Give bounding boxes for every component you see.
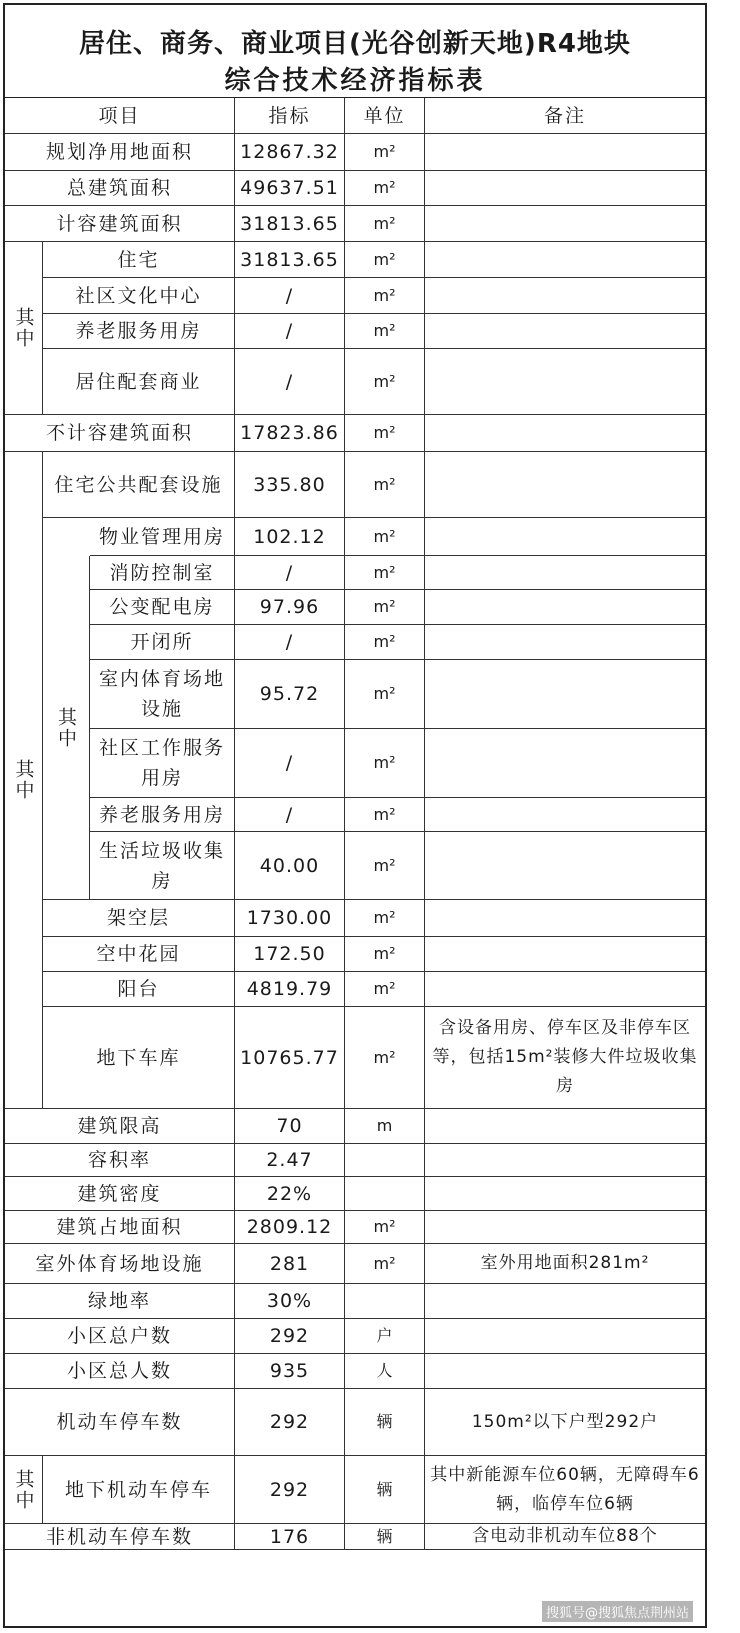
- row-unit-17: m²: [345, 832, 425, 900]
- row-value-17: 40.00: [235, 832, 345, 900]
- row-item-19: 空中花园: [43, 937, 235, 972]
- row-note-32: 含电动非机动车位88个: [425, 1524, 705, 1550]
- row-unit-25: m²: [345, 1211, 425, 1244]
- row-note-7: [425, 349, 705, 415]
- row-note-28: [425, 1319, 705, 1354]
- row-value-29: 935: [235, 1354, 345, 1389]
- row-value-25: 2809.12: [235, 1211, 345, 1244]
- row-value-1: 12867.32: [235, 134, 345, 171]
- row-note-19: [425, 937, 705, 972]
- row-item-15: 社区工作服务用房: [90, 729, 235, 798]
- row-note-29: [425, 1354, 705, 1389]
- row-value-18: 1730.00: [235, 900, 345, 937]
- row-unit-32: 辆: [345, 1524, 425, 1550]
- row-value-8: 17823.86: [235, 415, 345, 452]
- group-label-jirong: 其中: [5, 242, 43, 415]
- row-unit-30: 辆: [345, 1389, 425, 1456]
- row-unit-16: m²: [345, 798, 425, 832]
- row-note-13: [425, 625, 705, 660]
- row-unit-12: m²: [345, 590, 425, 625]
- row-note-12: [425, 590, 705, 625]
- row-unit-26: m²: [345, 1244, 425, 1284]
- row-note-16: [425, 798, 705, 832]
- row-note-1: [425, 134, 705, 171]
- row-value-6: /: [235, 314, 345, 349]
- row-item-22: 建筑限高: [5, 1109, 235, 1144]
- row-value-12: 97.96: [235, 590, 345, 625]
- row-unit-24: [345, 1177, 425, 1211]
- header-value: 指标: [235, 98, 345, 134]
- row-note-17: [425, 832, 705, 900]
- row-note-9: [425, 452, 705, 518]
- row-item-29: 小区总人数: [5, 1354, 235, 1389]
- row-item-25: 建筑占地面积: [5, 1211, 235, 1244]
- row-item-2: 总建筑面积: [5, 171, 235, 206]
- row-value-32: 176: [235, 1524, 345, 1550]
- row-item-26: 室外体育场地设施: [5, 1244, 235, 1284]
- row-unit-19: m²: [345, 937, 425, 972]
- row-unit-3: m²: [345, 206, 425, 242]
- title-line-1: 居住、商务、商业项目(光谷创新天地)R4地块: [79, 29, 631, 59]
- row-item-30: 机动车停车数: [5, 1389, 235, 1456]
- row-item-18: 架空层: [43, 900, 235, 937]
- row-item-1: 规划净用地面积: [5, 134, 235, 171]
- row-item-3: 计容建筑面积: [5, 206, 235, 242]
- row-item-13: 开闭所: [90, 625, 235, 660]
- row-unit-20: m²: [345, 972, 425, 1007]
- row-item-28: 小区总户数: [5, 1319, 235, 1354]
- row-unit-6: m²: [345, 314, 425, 349]
- row-value-30: 292: [235, 1389, 345, 1456]
- row-value-7: /: [235, 349, 345, 415]
- row-value-24: 22%: [235, 1177, 345, 1211]
- row-value-22: 70: [235, 1109, 345, 1144]
- row-item-27: 绿地率: [5, 1284, 235, 1319]
- row-note-22: [425, 1109, 705, 1144]
- row-note-14: [425, 660, 705, 729]
- row-unit-8: m²: [345, 415, 425, 452]
- row-item-10: 物业管理用房: [90, 518, 235, 556]
- indicator-table-sheet: [3, 3, 707, 1628]
- row-note-3: [425, 206, 705, 242]
- row-item-23: 容积率: [5, 1144, 235, 1177]
- row-note-2: [425, 171, 705, 206]
- watermark: 搜狐号@搜狐焦点荆州站: [542, 1601, 693, 1622]
- row-value-9: 335.80: [235, 452, 345, 518]
- row-item-8: 不计容建筑面积: [5, 415, 235, 452]
- row-item-24: 建筑密度: [5, 1177, 235, 1211]
- row-unit-22: m: [345, 1109, 425, 1144]
- row-value-31: 292: [235, 1456, 345, 1524]
- row-item-31: 地下机动车停车: [43, 1456, 235, 1524]
- row-note-23: [425, 1144, 705, 1177]
- row-value-3: 31813.65: [235, 206, 345, 242]
- row-note-15: [425, 729, 705, 798]
- row-note-24: [425, 1177, 705, 1211]
- row-value-21: 10765.77: [235, 1007, 345, 1109]
- row-value-16: /: [235, 798, 345, 832]
- row-value-26: 281: [235, 1244, 345, 1284]
- row-unit-10: m²: [345, 518, 425, 556]
- row-note-25: [425, 1211, 705, 1244]
- row-note-30: 150m²以下户型292户: [425, 1389, 705, 1456]
- row-unit-13: m²: [345, 625, 425, 660]
- row-item-20: 阳台: [43, 972, 235, 1007]
- row-unit-23: [345, 1144, 425, 1177]
- row-unit-2: m²: [345, 171, 425, 206]
- row-note-10: [425, 518, 705, 556]
- row-unit-7: m²: [345, 349, 425, 415]
- row-item-12: 公变配电房: [90, 590, 235, 625]
- row-value-23: 2.47: [235, 1144, 345, 1177]
- row-note-18: [425, 900, 705, 937]
- row-note-20: [425, 972, 705, 1007]
- row-unit-21: m²: [345, 1007, 425, 1109]
- row-unit-31: 辆: [345, 1456, 425, 1524]
- row-item-4: 住宅: [43, 242, 235, 278]
- title-line-2: 综合技术经济指标表: [224, 66, 486, 96]
- header-item: 项目: [5, 98, 235, 134]
- row-value-15: /: [235, 729, 345, 798]
- row-unit-11: m²: [345, 556, 425, 590]
- row-note-5: [425, 278, 705, 314]
- row-note-11: [425, 556, 705, 590]
- row-item-21: 地下车库: [43, 1007, 235, 1109]
- table-title: [5, 5, 705, 98]
- row-unit-5: m²: [345, 278, 425, 314]
- row-note-21: 含设备用房、停车区及非停车区等，包括15m²装修大件垃圾收集房: [425, 1007, 705, 1109]
- row-value-10: 102.12: [235, 518, 345, 556]
- row-value-11: /: [235, 556, 345, 590]
- row-item-7: 居住配套商业: [43, 349, 235, 415]
- header-note: 备注: [425, 98, 705, 134]
- row-note-27: [425, 1284, 705, 1319]
- row-item-17: 生活垃圾收集房: [90, 832, 235, 900]
- row-note-8: [425, 415, 705, 452]
- row-item-11: 消防控制室: [90, 556, 235, 590]
- row-unit-14: m²: [345, 660, 425, 729]
- row-unit-29: 人: [345, 1354, 425, 1389]
- row-unit-27: [345, 1284, 425, 1319]
- row-value-2: 49637.51: [235, 171, 345, 206]
- row-unit-1: m²: [345, 134, 425, 171]
- row-value-14: 95.72: [235, 660, 345, 729]
- row-note-4: [425, 242, 705, 278]
- row-value-4: 31813.65: [235, 242, 345, 278]
- group-label-peitao: 其中: [43, 556, 90, 900]
- row-unit-15: m²: [345, 729, 425, 798]
- row-note-26: 室外用地面积281m²: [425, 1244, 705, 1284]
- row-unit-18: m²: [345, 900, 425, 937]
- row-item-16: 养老服务用房: [90, 798, 235, 832]
- row-note-6: [425, 314, 705, 349]
- row-unit-9: m²: [345, 452, 425, 518]
- row-value-5: /: [235, 278, 345, 314]
- row-item-6: 养老服务用房: [43, 314, 235, 349]
- row-item-5: 社区文化中心: [43, 278, 235, 314]
- row-item-14: 室内体育场地设施: [90, 660, 235, 729]
- row-unit-4: m²: [345, 242, 425, 278]
- row-value-20: 4819.79: [235, 972, 345, 1007]
- row-item-9: 住宅公共配套设施: [43, 452, 235, 518]
- row-value-27: 30%: [235, 1284, 345, 1319]
- group-label-parking: 其中: [5, 1456, 43, 1524]
- row-value-19: 172.50: [235, 937, 345, 972]
- row-item-32: 非机动车停车数: [5, 1524, 235, 1550]
- row-note-31: 其中新能源车位60辆，无障碍车6辆，临停车位6辆: [425, 1456, 705, 1524]
- row-value-28: 292: [235, 1319, 345, 1354]
- row-value-13: /: [235, 625, 345, 660]
- row-unit-28: 户: [345, 1319, 425, 1354]
- group-label-bujirong: 其中: [5, 452, 43, 1109]
- header-unit: 单位: [345, 98, 425, 134]
